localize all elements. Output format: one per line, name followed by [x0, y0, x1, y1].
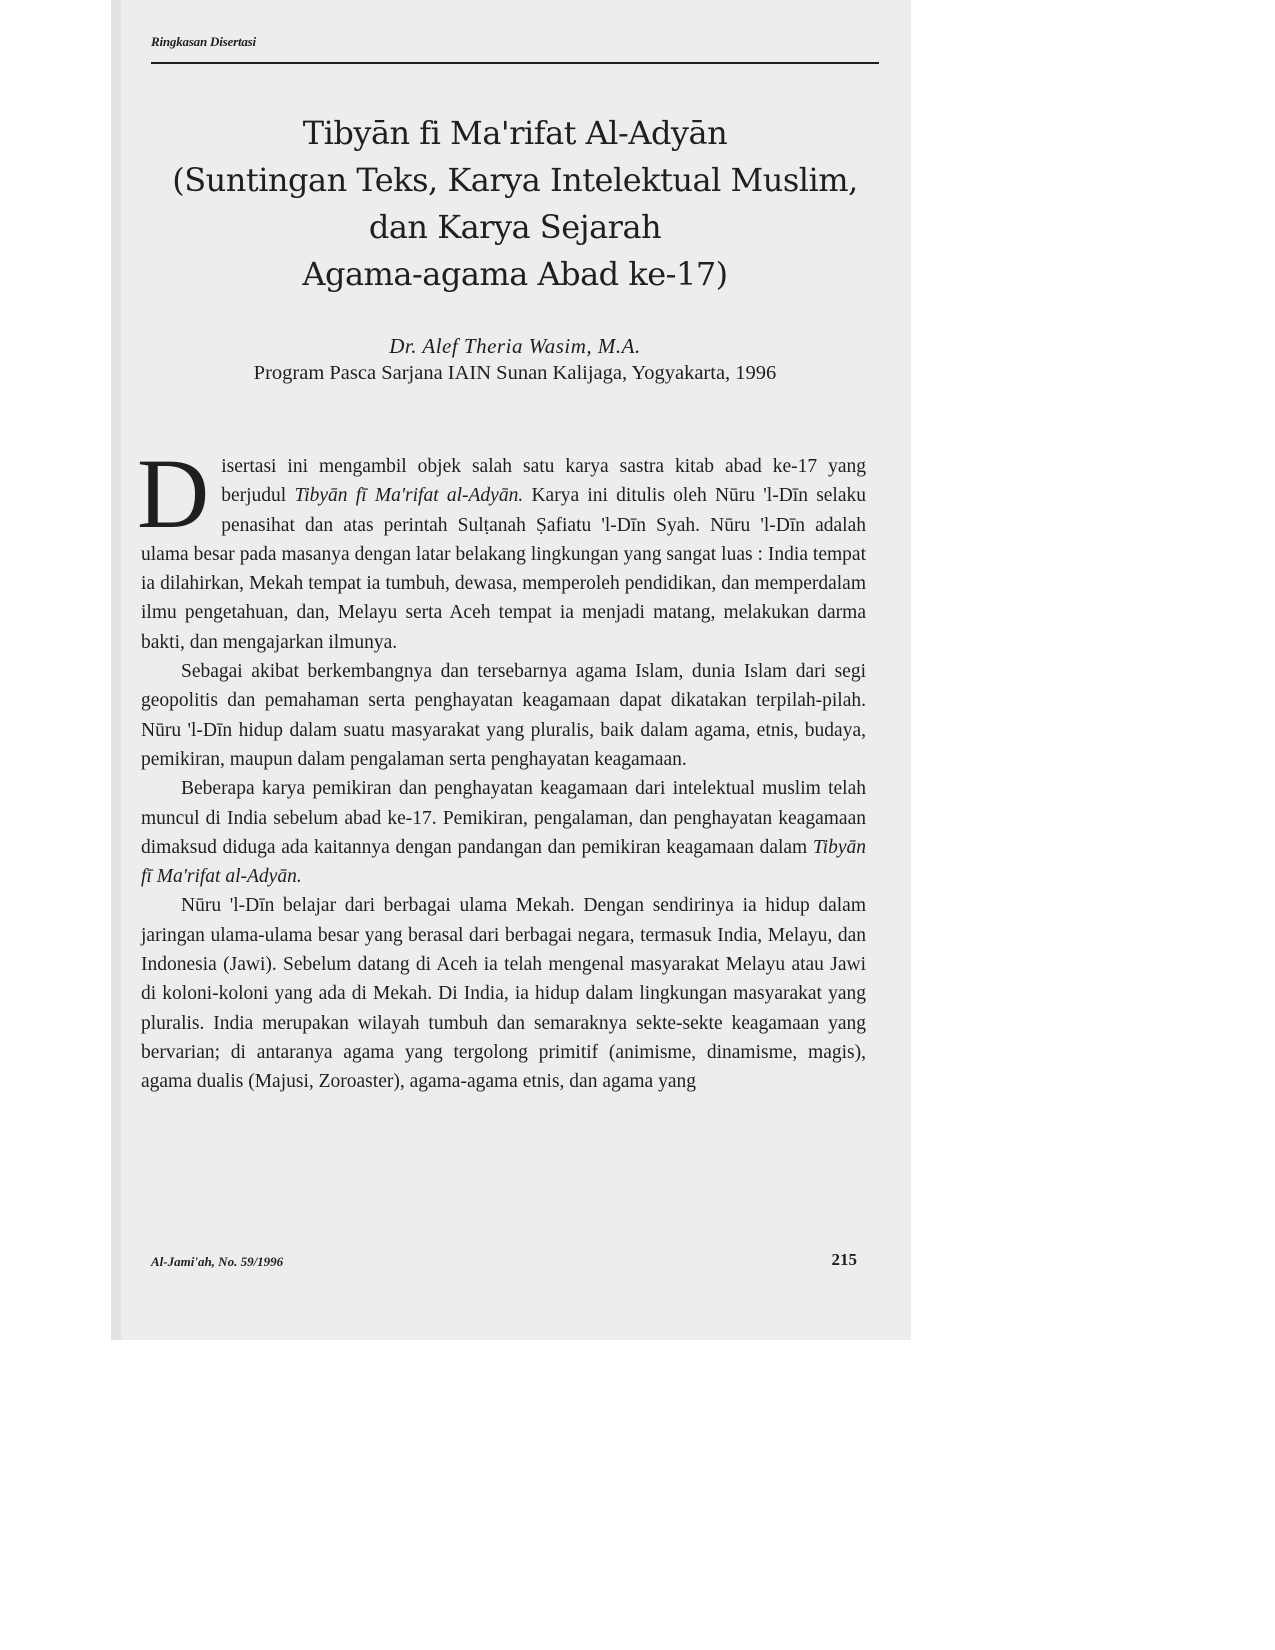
paragraph-3 [141, 774, 866, 891]
drop-cap: D [137, 438, 210, 549]
running-head: Ringkasan Disertasi [151, 34, 256, 49]
paragraph-3-book-title: Tibyān fī Ma'rifat al-Adyān. [141, 836, 866, 888]
title-line-2: (Suntingan Teks, Karya Intelektual Muslim, [172, 161, 858, 199]
paragraph-1-text-b: Karya ini ditulis oleh Nūru 'l-Dīn selaku penasihat dan atas perintah Sulṭanah Ṣafiatu 'l-Dīn Syah. Nūru 'l-Dīn adalah ulama besar pada masanya dengan latar belakang lingkungan yang sangat luas : India tempat ia dilahirkan, Mekah tempat ia tumbuh, dewasa, memperoleh pendidikan, dan memperdalam ilmu pengetahuan, dan, Melayu serta Aceh tempat ia menjadi matang, melakukan darma bakti, dan mengajarkan ilmunya. [141, 485, 867, 653]
article-title [151, 110, 879, 298]
header-rule [151, 62, 879, 64]
page-number: 215 [831, 1250, 857, 1269]
paragraph-1-book-title: Tibyān fī Ma'rifat al-Adyān. [294, 485, 524, 507]
article-body [137, 438, 867, 1097]
author-affiliation: Program Pasca Sarjana IAIN Sunan Kalijaga, Yogyakarta, 1996 [253, 362, 777, 384]
title-line-1: Tibyān fi Ma'rifat Al-Adyān [302, 114, 728, 152]
paragraph-1 [137, 438, 867, 657]
scanned-page [111, 0, 911, 1340]
paragraph-3-text-a: Beberapa karya pemikiran dan penghayatan keagamaan dari intelektual muslim telah muncul di India sebelum abad ke-17. Pemikiran, pengalaman, dan penghayatan keagamaan dimaksud diduga ada kaitannya dengan pandangan dan pemikiran keagamaan dalam [141, 778, 866, 858]
author-name: Dr. Alef Theria Wasim, M.A. [389, 334, 641, 358]
title-line-4: Agama-agama Abad ke-17) [302, 255, 728, 293]
paragraph-2: Sebagai akibat berkembangnya dan tersebarnya agama Islam, dunia Islam dari segi geopolitis dan pemahaman serta penghayatan keagamaan dapat dikatakan terpilah-pilah. Nūru 'l-Dīn hidup dalam suatu masyarakat yang pluralis, baik dalam agama, etnis, budaya, pemikiran, maupun dalam pengalaman serta penghayatan keagamaan. [141, 661, 866, 770]
paragraph-1-text-a: isertasi ini mengambil objek salah satu karya sastra kitab abad ke-17 yang berjudul [221, 456, 866, 507]
title-line-3: dan Karya Sejarah [368, 208, 662, 246]
footer-journal: Al-Jami'ah, No. 59/1996 [151, 1254, 284, 1269]
paragraph-4: Nūru 'l-Dīn belajar dari berbagai ulama Mekah. Dengan sendirinya ia hidup dalam jaringan ulama-ulama besar yang berasal dari berbagai negara, termasuk India, Melayu, dan Indonesia (Jawi). Sebelum datang di Aceh ia telah mengenal masyarakat Melayu atau Jawi di koloni-koloni yang ada di Mekah. Di India, ia hidup dalam lingkungan masyarakat yang pluralis. India merupakan wilayah tumbuh dan semaraknya sekte-sekte keagamaan yang bervarian; di antaranya agama yang tergolong primitif (animisme, dinamisme, magis), agama dualis (Majusi, Zoroaster), agama-agama etnis, dan agama yang [141, 895, 866, 1093]
scan-edge [111, 0, 121, 1340]
